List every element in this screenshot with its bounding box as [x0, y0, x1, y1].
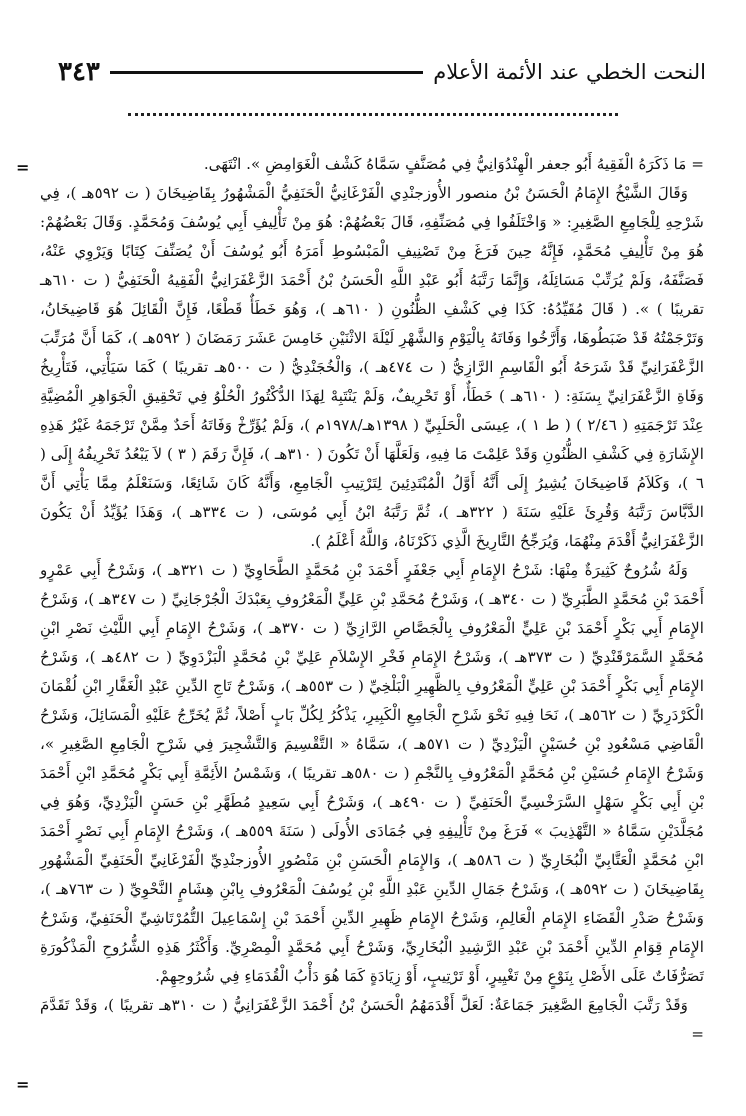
continuation-mark-bottom: =	[16, 1075, 30, 1094]
paragraph: وَقَالَ الشَّيْخُ الإِمَامُ الْحَسَنُ بْنُ منصور الأُوزجنْدِي الْفَرْغَانِيُّ الْحَنَفِيُّ الْمَشْهُورُ بِقَاضِيخَانَ ( ت ٥٩٢هـ )، فِي شَرْحِهِ لِلْجَامِعِ الصَّغِيرِ: « وَاخْتَلَفُوا فِي مُصَنِّفِهِ، قَالَ بَعْضُهُمْ: هُوَ مِنْ تَأْلِيفِ أَبِي يُوسُفَ وَمُحَمَّدٍ. وَقَالَ بَعْضُهُمْ: هُوَ مِنْ تَأْلِيفِ مُحَمَّدٍ، فَإِنَّهُ حِينَ فَرَغَ مِنْ تَصْنِيفِ الْمَبْسُوطِ أَمَرَهُ أَبُو يُوسُفَ أَنْ يُصَنِّفَ كِتَابًا وَيَرْوِي عَنْهُ، فَصَنَّفَهُ، وَلَمْ يُرَتِّبْ مَسَائِلَهُ، وَإِنَّمَا رَتَّبَهُ أَبُو عَبْدِ اللَّهِ الْحَسَنُ بْنُ أَحْمَدَ الزَّعْفَرَانِيُّ الْفَقِيهُ الْحَنَفِيُّ ( ت ٦١٠هـ تقريبًا ) ». ( قَالَ مُقَيِّدُهُ: كَذَا فِي كَشْفِ الظُّنُونِ ( ٦١٠هـ )، وَهُوَ خَطَأٌ قَطْعًا، فَإِنَّ الْقَائِلَ هُوَ قَاضِيخَانُ، وَتَرْجَمْتُهُ قَدْ ضَبَطُوهَا، وَأَرَّخُوا وَفَاتَهُ بِالْيَوْمِ وَالشَّهْرِ لَيْلَةَ الاثْنَيْنِ خَامِسَ عَشَرَ رَمَضَانَ ( ٥٩٢هـ )، كَمَا أَنَّ مُرَتِّبَ الزَّعْفَرَانِيِّ قَدْ شَرَحَهُ أَبُو الْقَاسِمِ الرَّازِيُّ ( ت ٤٧٤هـ )، وَالْخُجَنْدِيُّ ( ت ٥٠٠هـ تقريبًا ) كَمَا سَيَأْتِي، فَتَأْرِيخُ وَفَاةِ الزَّعْفَرَانِيِّ بِسَنَةِ: ( ٦١٠هـ ) خَطَأٌ، أَوْ تَحْرِيفٌ، وَلَمْ يَنْتَبِهْ لِهَذَا الدُّكْتُورُ الْحُلْوُ فِي تَحْقِيقِ الْجَوَاهِرِ الْمُضِيَّةِ عِنْدَ تَرْجَمَتِهِ ( ٢/٤٦ ) ( ط ١ )، عِيسَى الْحَلَبِيِّ ( ١٣٩٨هـ/١٩٧٨م )، وَلَمْ يُؤَرِّخْ وَفَاتَهُ أَحَدٌ مِمَّنْ تَرْجَمَهُ غَيْرُ هَذِهِ الإِشَارَةِ فِي كَشْفِ الظُّنُونِ وَقَدْ عَلِمْتَ مَا فِيهِ، وَلَعَلَّهَا أَنْ تَكُونَ ( ٣١٠هـ )، فَإِنَّ رَقَمَ ( ٣ ) لاَ يَبْعُدُ تَحْرِيفُهُ إِلَى ( ٦ )، وَكَلاَمُ قَاضِيخَانَ يُشِيرُ إِلَى أَنَّهُ أَوَّلُ الْمُبْتَدِئِينَ لِتَرْتِيبِ الْجَامِعِ، وَأَنَّهُ كَانَ شَائِعًا، وَسَنَعْلَمُ مِمَّا يَأْتِي أَنَّ الدَّبَّاسَ رَتَّبَهُ وَقُرِئَ عَلَيْهِ سَنَةَ ( ٣٢٢هـ )، ثُمَّ رَتَّبَهُ ابْنُ أَبِي مُوسَى، ( ت ٣٣٤هـ )، وَهَذَا يُؤَيِّدُ أَنْ يَكُونَ الزَّعْفَرَانِيُّ أَقْدَمَ مِنْهُمَا، وَيُرَجِّحُ التَّارِيخَ الَّذِي ذَكَرْنَاهُ، وَاللَّهُ أَعْلَمُ ).	[40, 184, 705, 550]
continuation-mark-top: =	[16, 158, 30, 177]
header-rule	[110, 71, 423, 74]
paragraph: = مَا ذَكَرَهُ الْفَقِيهُ أَبُو جعفر الْهِنْدُوَانِيُّ فِي مُصَنَّفٍ سَمَّاهُ كَشْف الْغَوَامِضِ ». انْتَهَى.	[203, 155, 704, 173]
dotted-separator	[128, 112, 618, 116]
page-number: ٣٤٣	[58, 57, 100, 87]
paragraph: وَلَهُ شُرُوحٌ كَثِيرَةٌ مِنْهَا: شَرْحُ الإِمَامِ أَبِي جَعْفَرٍ أَحْمَدَ بْنِ مُحَمَّدٍ الطَّحَاوِيِّ ( ت ٣٢١هـ )، وَشَرْحُ أَبِي عَمْرٍو أَحْمَدَ بْنِ مُحَمَّدٍ الطَّبَرِيِّ ( ت ٣٤٠هـ )، وَشَرْحُ مُحَمَّدِ بْنِ عَلِيٍّ الْمَعْرُوفِ بِعَبْدَكَ الْجُرْجَانِيِّ ( ت ٣٤٧هـ )، وَشَرْحُ الإِمَامِ أَبِي بَكْرٍ أَحْمَدَ بْنِ عَلِيٍّ الْمَعْرُوفِ بِالْجَصَّاصِ الرَّازِيِّ ( ت ٣٧٠هـ )، وَشَرْحُ الإِمَامِ أَبِي اللَّيْثِ نَصْرِ ابْنِ مُحَمَّدٍ السَّمَرْقَنْدِيِّ ( ت ٣٧٣هـ )، وَشَرْحُ الإِمَامِ فَخْرِ الإِسْلاَمِ عَلِيِّ بْنِ مُحَمَّدٍ الْبَزْدَوِيِّ ( ت ٤٨٢هـ )، وَشَرْحُ الإِمَامِ أَبِي بَكْرٍ أَحْمَدَ بْنِ عَلِيٍّ الْمَعْرُوفِ بِالظَّهِيرِ الْبَلْخِيِّ ( ت ٥٥٣هـ )، وَشَرْحُ تَاجِ الدِّينِ عَبْدِ الْغَفَّارِ ابْنِ لُقْمَانَ الْكَرْدَرِيِّ ( ت ٥٦٢هـ )، نَحَا فِيهِ نَحْوَ شَرْحِ الْجَامِعِ الْكَبِيرِ، يَذْكُرُ لِكُلِّ بَابٍ أَصْلاً، ثُمَّ يُخَرِّجُ عَلَيْهِ الْمَسَائِلَ، وَشَرْحُ الْقَاضِي مَسْعُودِ بْنِ حُسَيْنٍ الْيَزْدِيِّ ( ت ٥٧١هـ )، سَمَّاهُ « التَّقْسِيمَ وَالتَّشْجِيرَ فِي شَرْحِ الْجَامِعِ الصَّغِيرِ »، وَشَرْحُ الإِمَامِ حُسَيْنِ بْنِ مُحَمَّدٍ الْمَعْرُوفِ بِالنَّجْمِ ( ت ٥٨٠هـ تقريبًا )، وَشَمْسُ الأَئِمَّةِ أَبِي بَكْرٍ مُحَمَّدِ ابْنِ أَحْمَدَ بْنِ أَبِي بَكْرٍ سَهْلٍ السَّرَخْسِيِّ الْحَنَفِيِّ ( ت ٤٩٠هـ )، وَشَرْحُ أَبِي سَعِيدٍ مُطَهَّرِ بْنِ حَسَنٍ الْيَزْدِيِّ، وَهُوَ فِي مُجَلَّدَيْنِ سَمَّاهُ « التَّهْذِيبَ » فَرَغَ مِنْ تَأْلِيفِهِ فِي جُمَادَى الأُولَى ( سَنَةَ ٥٥٩هـ )، وَشَرْحُ الإِمَامِ أَبِي نَصْرٍ أَحْمَدَ ابْنِ مُحَمَّدٍ الْعَتَّابِيِّ الْبُخَارِيِّ ( ت ٥٨٦هـ )، وَالإِمَامِ الْحَسَنِ بْنِ مَنْصُورٍ الأُوزجنْدِيِّ الْفَرْغَانِيِّ الْحَنَفِيِّ الْمَشْهُورِ بِقَاضِيخَانَ ( ت ٥٩٢هـ )، وَشَرْحُ جَمَالِ الدِّينِ عَبْدِ اللَّهِ بْنِ يُوسُفَ الْمَعْرُوفِ بِابْنِ هِشَامٍ النَّحْوِيِّ ( ت ٧٦٣هـ )، وَشَرْحُ صَدْرِ الْقَضَاءِ الإِمَامِ الْعَالِمِ، وَشَرْحُ الإِمَامِ ظَهِيرِ الدِّينِ أَحْمَدَ بْنِ إِسْمَاعِيلَ التُّمُرْتَاشِيِّ الْحَنَفِيِّ، وَشَرْحُ الإِمَامِ قِوَامِ الدِّينِ أَحْمَدَ بْنِ عَبْدِ الرَّشِيدِ الْبُخَارِيِّ، وَشَرْحُ أَبِي مُحَمَّدٍ الْمِصْرِيِّ. وَأَكْثَرُ هَذِهِ الشُّرُوحِ الْمَذْكُورَةِ تَصَرُّفَاتٌ عَلَى الأَصْلِ بِنَوْعٍ مِنْ تَغْيِيرٍ، أَوْ تَرْتِيبٍ، أَوْ زِيَادَةٍ كَمَا هُوَ دَأْبُ الْقُدَمَاءِ فِي شُرُوحِهِمْ.	[40, 561, 705, 985]
paragraph: وَقَدْ رَتَّبَ الْجَامِعَ الصَّغِيرَ جَمَاعَةٌ: لَعَلَّ أَقْدَمَهُمُ الْحَسَنُ بْنُ أَحْمَدَ الزَّعْفَرَانِيُّ ( ت ٣١٠هـ تقريبًا )، وَقَدْ تَقَدَّمَ =	[40, 996, 704, 1043]
page-header	[58, 52, 706, 92]
main-text	[40, 150, 704, 1080]
running-title: النحت الخطي عند الأئمة الأعلام	[433, 60, 706, 84]
